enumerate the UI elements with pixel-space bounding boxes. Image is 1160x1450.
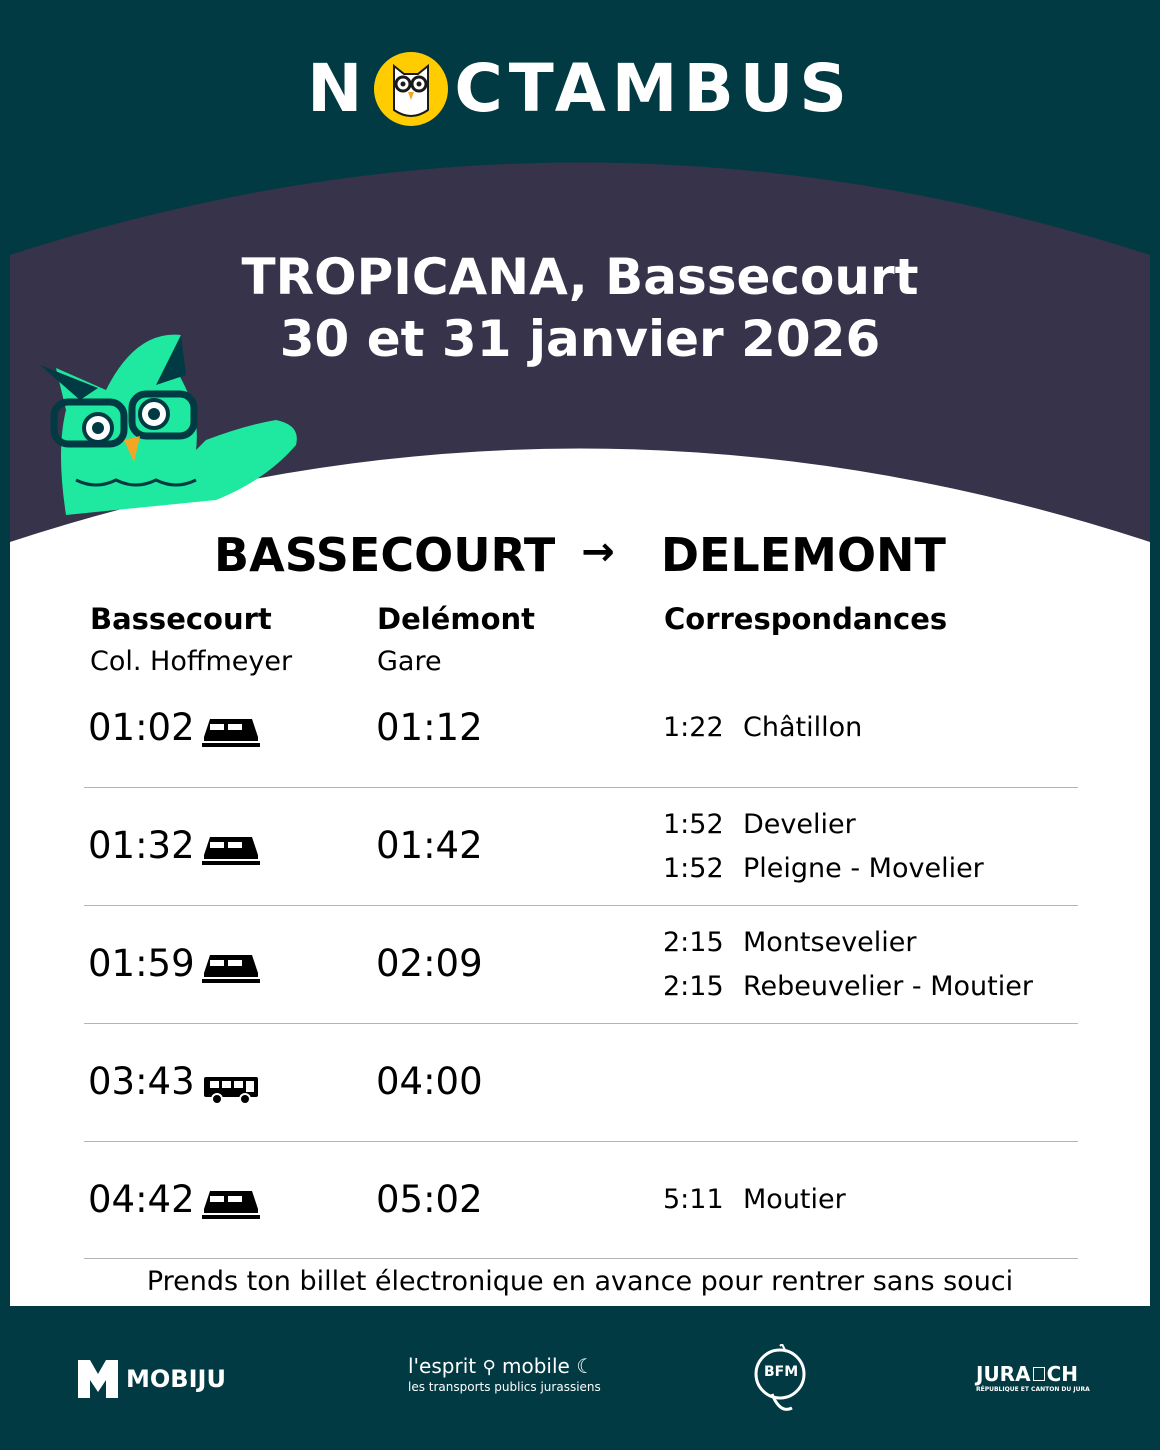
train-icon [202,715,260,749]
bus-icon [202,1071,260,1105]
mobiju-m-icon [78,1360,118,1398]
mobiju-name: MOBIJU [126,1365,226,1393]
route-from: BASSECOURT [214,528,556,582]
jura-subtitle: RÉPUBLIQUE ET CANTON DU JURA [976,1386,1090,1393]
connection-destination: Montsevelier [743,927,917,958]
row-divider [84,1023,1078,1024]
col-sub-arrival: Gare [377,646,442,677]
trip-departure: 03:43 [88,1060,195,1103]
trip-arrival: 05:02 [376,1178,483,1221]
bike-icon: ⚲ [482,1357,496,1378]
row-divider [84,1141,1078,1142]
ticket-note: Prends ton billet électronique en avance pour rentrer sans souci [146,1266,1014,1297]
connection-time: 1:22 [663,712,724,743]
mobiju-logo [78,1360,226,1398]
connection-item [663,853,984,884]
row-divider [84,905,1078,906]
esprit-subtitle: les transports publics jurassiens [408,1380,601,1394]
connection-destination: Develier [743,809,856,840]
ch-word: CH [1046,1362,1078,1386]
connection-item [663,809,856,840]
route-to: DELEMONT [660,528,946,582]
jura-flag-icon [1033,1367,1045,1381]
connection-time: 1:52 [663,809,724,840]
connection-time: 1:52 [663,853,724,884]
mobile-word: mobile [502,1354,570,1378]
bfm-logo [752,1344,808,1418]
train-icon [202,833,260,867]
col-head-arrival: Delémont [377,602,535,636]
bfm-text: BFM [764,1364,799,1380]
trip-arrival: 02:09 [376,942,483,985]
route-heading [0,528,1160,582]
connection-destination: Pleigne - Movelier [743,853,984,884]
connection-item [663,927,917,958]
logo-letters-ctambus: CTAMBUS [454,50,853,127]
row-divider [84,787,1078,788]
connection-destination: Châtillon [743,712,863,743]
trip-arrival: 01:42 [376,824,483,867]
esprit-word: l'esprit [408,1354,477,1378]
logo-letter-n: N [307,50,369,127]
noctambus-logo [0,52,1160,126]
trip-departure: 04:42 [88,1178,195,1221]
jura-word: JURA [976,1362,1031,1386]
col-head-connections: Correspondances [664,602,948,636]
connection-item [663,971,1033,1002]
row-divider [84,1258,1078,1259]
owl-o-icon [374,52,448,126]
event-title [0,246,1160,370]
connection-time: 2:15 [663,927,724,958]
jura-ch-logo [976,1364,1090,1393]
trip-departure: 01:02 [88,706,195,749]
connection-destination: Moutier [743,1184,846,1215]
col-sub-departure: Col. Hoffmeyer [90,646,293,677]
arrow-right-icon: → [581,529,615,575]
trip-departure: 01:59 [88,942,195,985]
connection-destination: Rebeuvelier - Moutier [743,971,1033,1002]
trip-arrival: 04:00 [376,1060,483,1103]
col-head-departure: Bassecourt [90,602,272,636]
event-name: TROPICANA, Bassecourt [241,248,919,306]
event-dates: 30 et 31 janvier 2026 [279,310,881,368]
trip-arrival: 01:12 [376,706,483,749]
trip-departure: 01:32 [88,824,195,867]
esprit-mobile-logo [408,1354,601,1394]
connection-item [663,1184,846,1215]
train-icon [202,1187,260,1221]
moon-icon: ☾ [576,1354,595,1378]
train-icon [202,951,260,985]
connection-time: 5:11 [663,1184,724,1215]
connection-item [663,712,862,743]
connection-time: 2:15 [663,971,724,1002]
